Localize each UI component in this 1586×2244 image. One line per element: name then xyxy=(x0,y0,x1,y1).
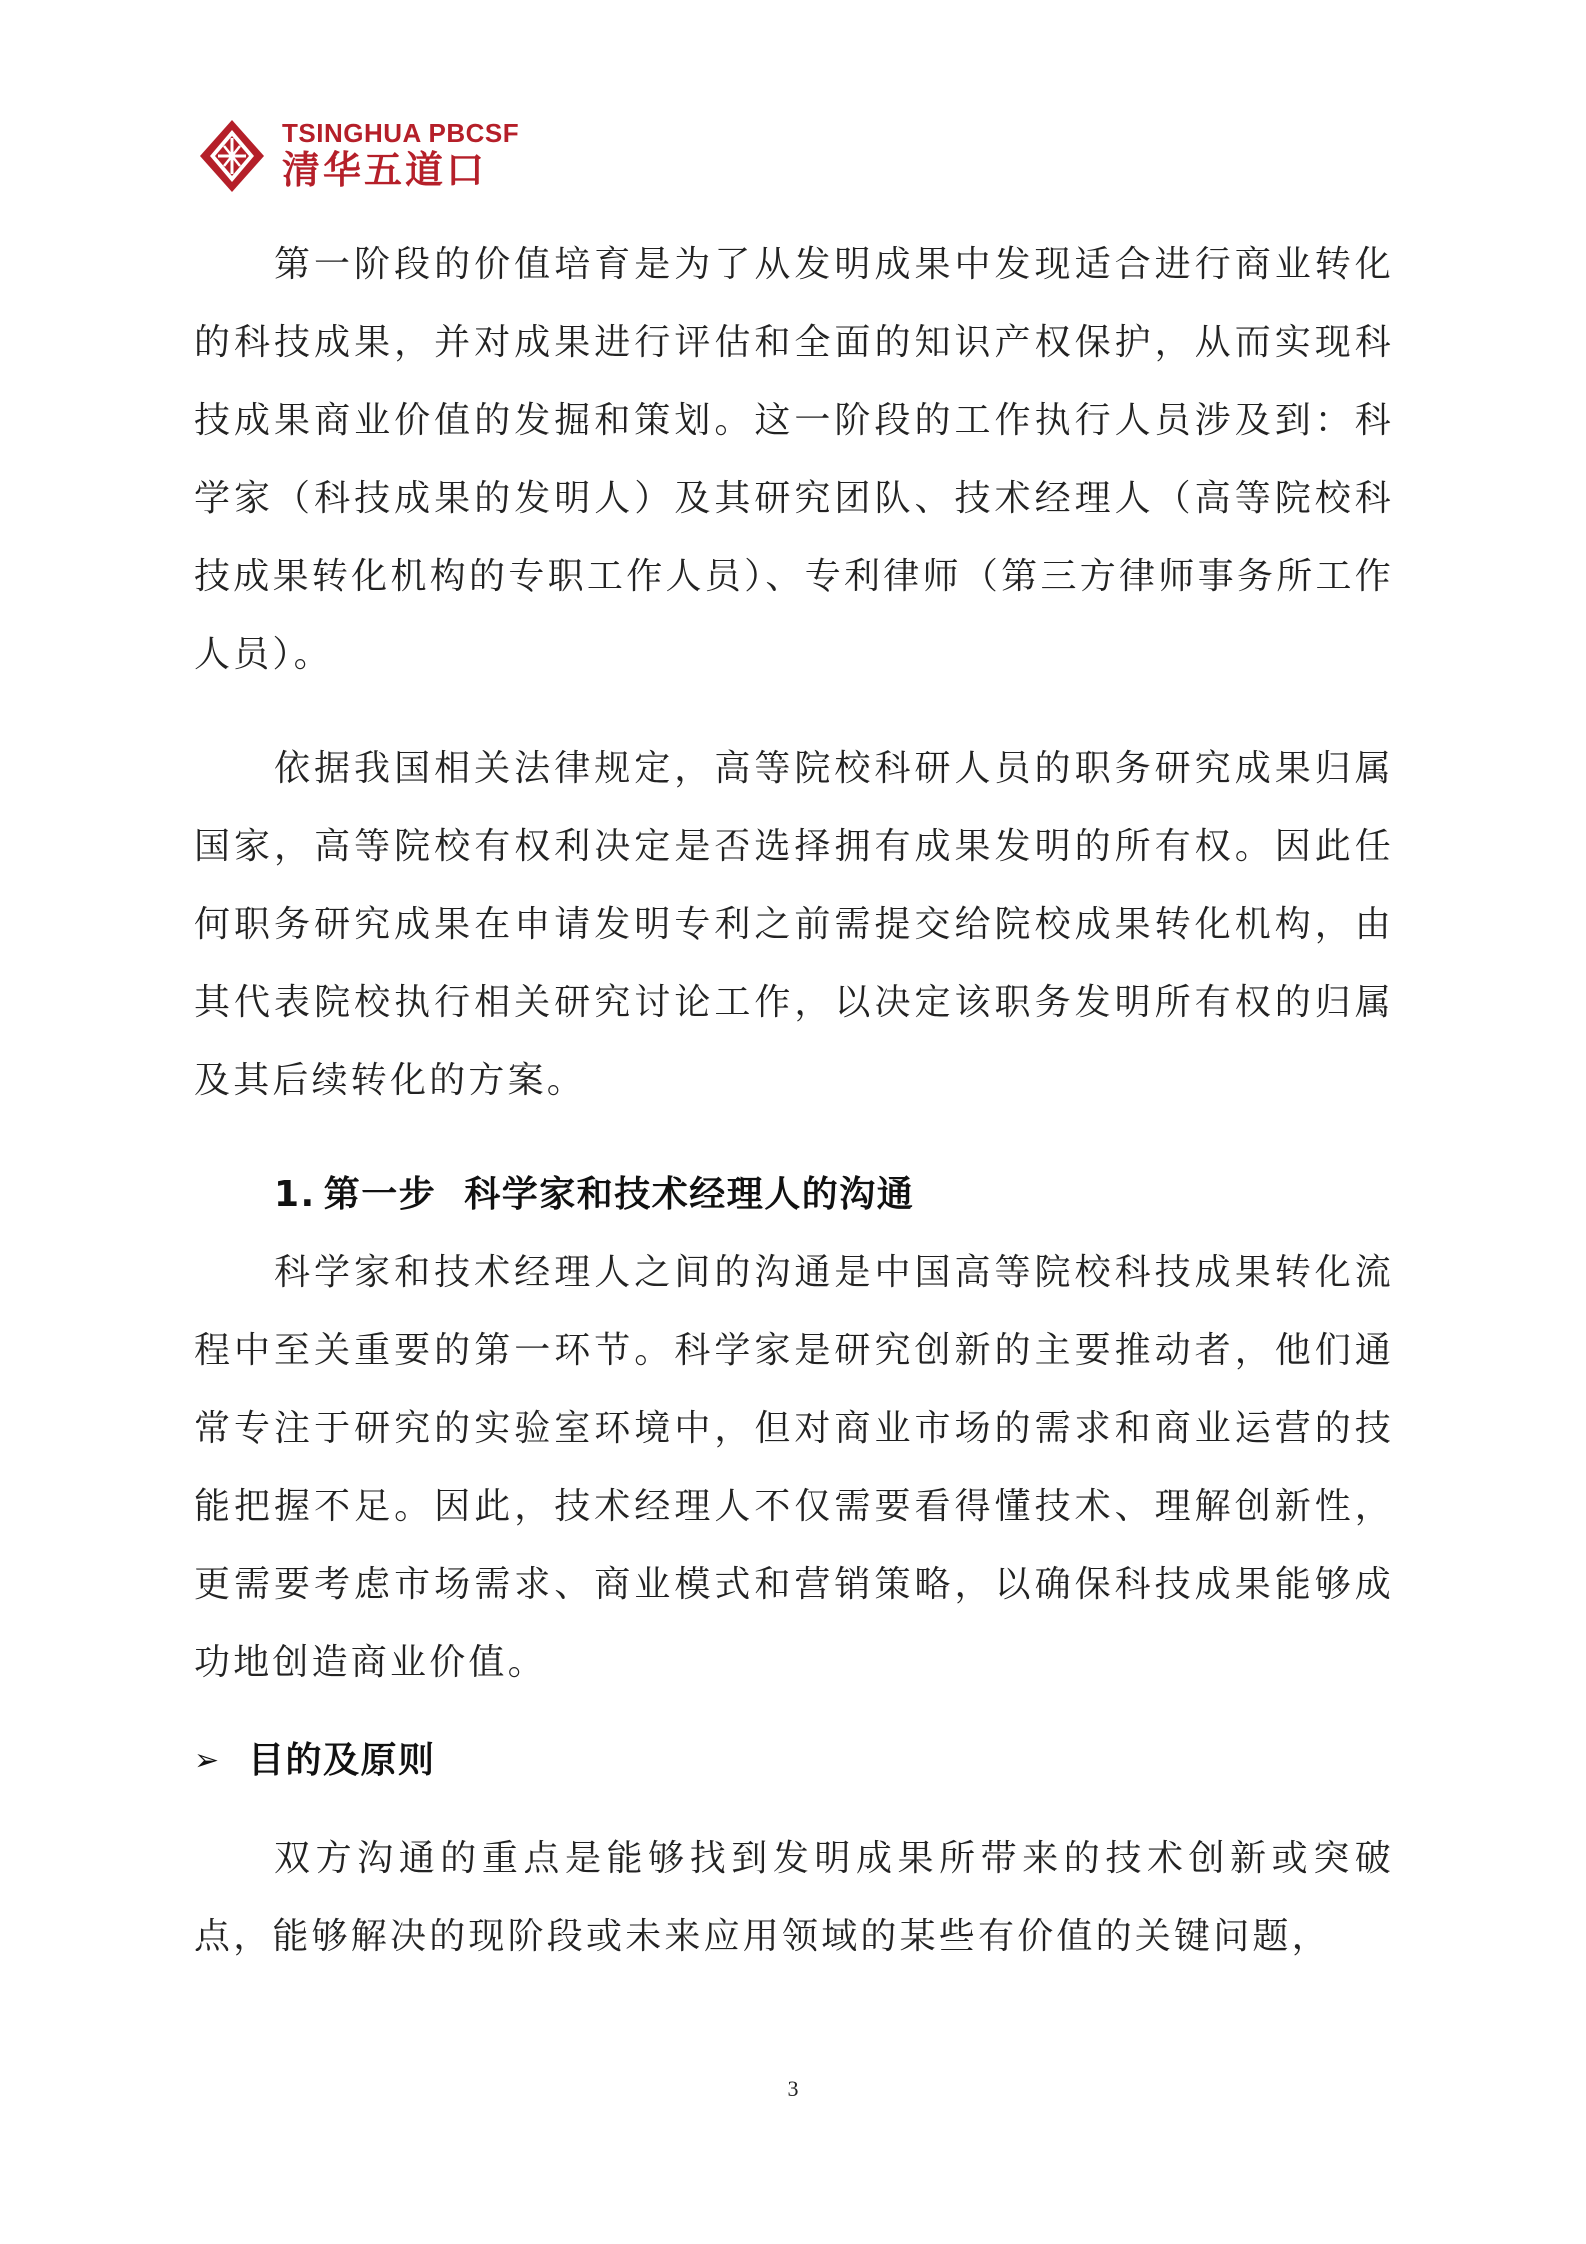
section-heading-title: 科学家和技术经理人的沟通 xyxy=(464,1174,915,1215)
arrow-bullet-icon: ➢ xyxy=(194,1743,221,1778)
document-body xyxy=(194,226,1394,1976)
tsinghua-pbcsf-logo-icon xyxy=(196,116,268,196)
logo-text xyxy=(282,119,519,193)
logo-english: TSINGHUA PBCSF xyxy=(282,118,520,148)
logo-chinese: 清华五道口 xyxy=(282,148,488,192)
paragraph-1: 第一阶段的价值培育是为了从发明成果中发现适合进行商业转化的科技成果，并对成果进行评估和全面的知识产权保护，从而实现科技成果商业价值的发掘和策划。这一阶段的工作执行人员涉及到：科学家（科技成果的发明人）及其研究团队、技术经理人（高等院校科技成果转化机构的专职工作人员）、专利律师（第三方律师事务所工作人员）。 xyxy=(194,244,1394,675)
section-heading-number: 1. xyxy=(274,1174,316,1215)
header-logo xyxy=(196,116,519,196)
paragraph-4: 双方沟通的重点是能够找到发明成果所带来的技术创新或突破点，能够解决的现阶段或未来应用领域的某些有价值的关键问题， xyxy=(194,1838,1394,1957)
subsection-heading-title: 目的及原则 xyxy=(248,1740,436,1781)
subsection-heading xyxy=(194,1722,1394,1800)
section-heading xyxy=(194,1156,1394,1234)
page-number: 3 xyxy=(787,2076,799,2101)
section-heading-step: 第一步 xyxy=(323,1174,437,1215)
paragraph-2: 依据我国相关法律规定，高等院校科研人员的职务研究成果归属国家，高等院校有权利决定是否选择拥有成果发明的所有权。因此任何职务研究成果在申请发明专利之前需提交给院校成果转化机构，由其代表院校执行相关研究讨论工作，以决定该职务发明所有权的归属及其后续转化的方案。 xyxy=(194,748,1394,1101)
paragraph-3: 科学家和技术经理人之间的沟通是中国高等院校科技成果转化流程中至关重要的第一环节。科学家是研究创新的主要推动者，他们通常专注于研究的实验室环境中，但对商业市场的需求和商业运营的技能把握不足。因此，技术经理人不仅需要看得懂技术、理解创新性，更需要考虑市场需求、商业模式和营销策略，以确保科技成果能够成功地创造商业价值。 xyxy=(194,1252,1394,1683)
